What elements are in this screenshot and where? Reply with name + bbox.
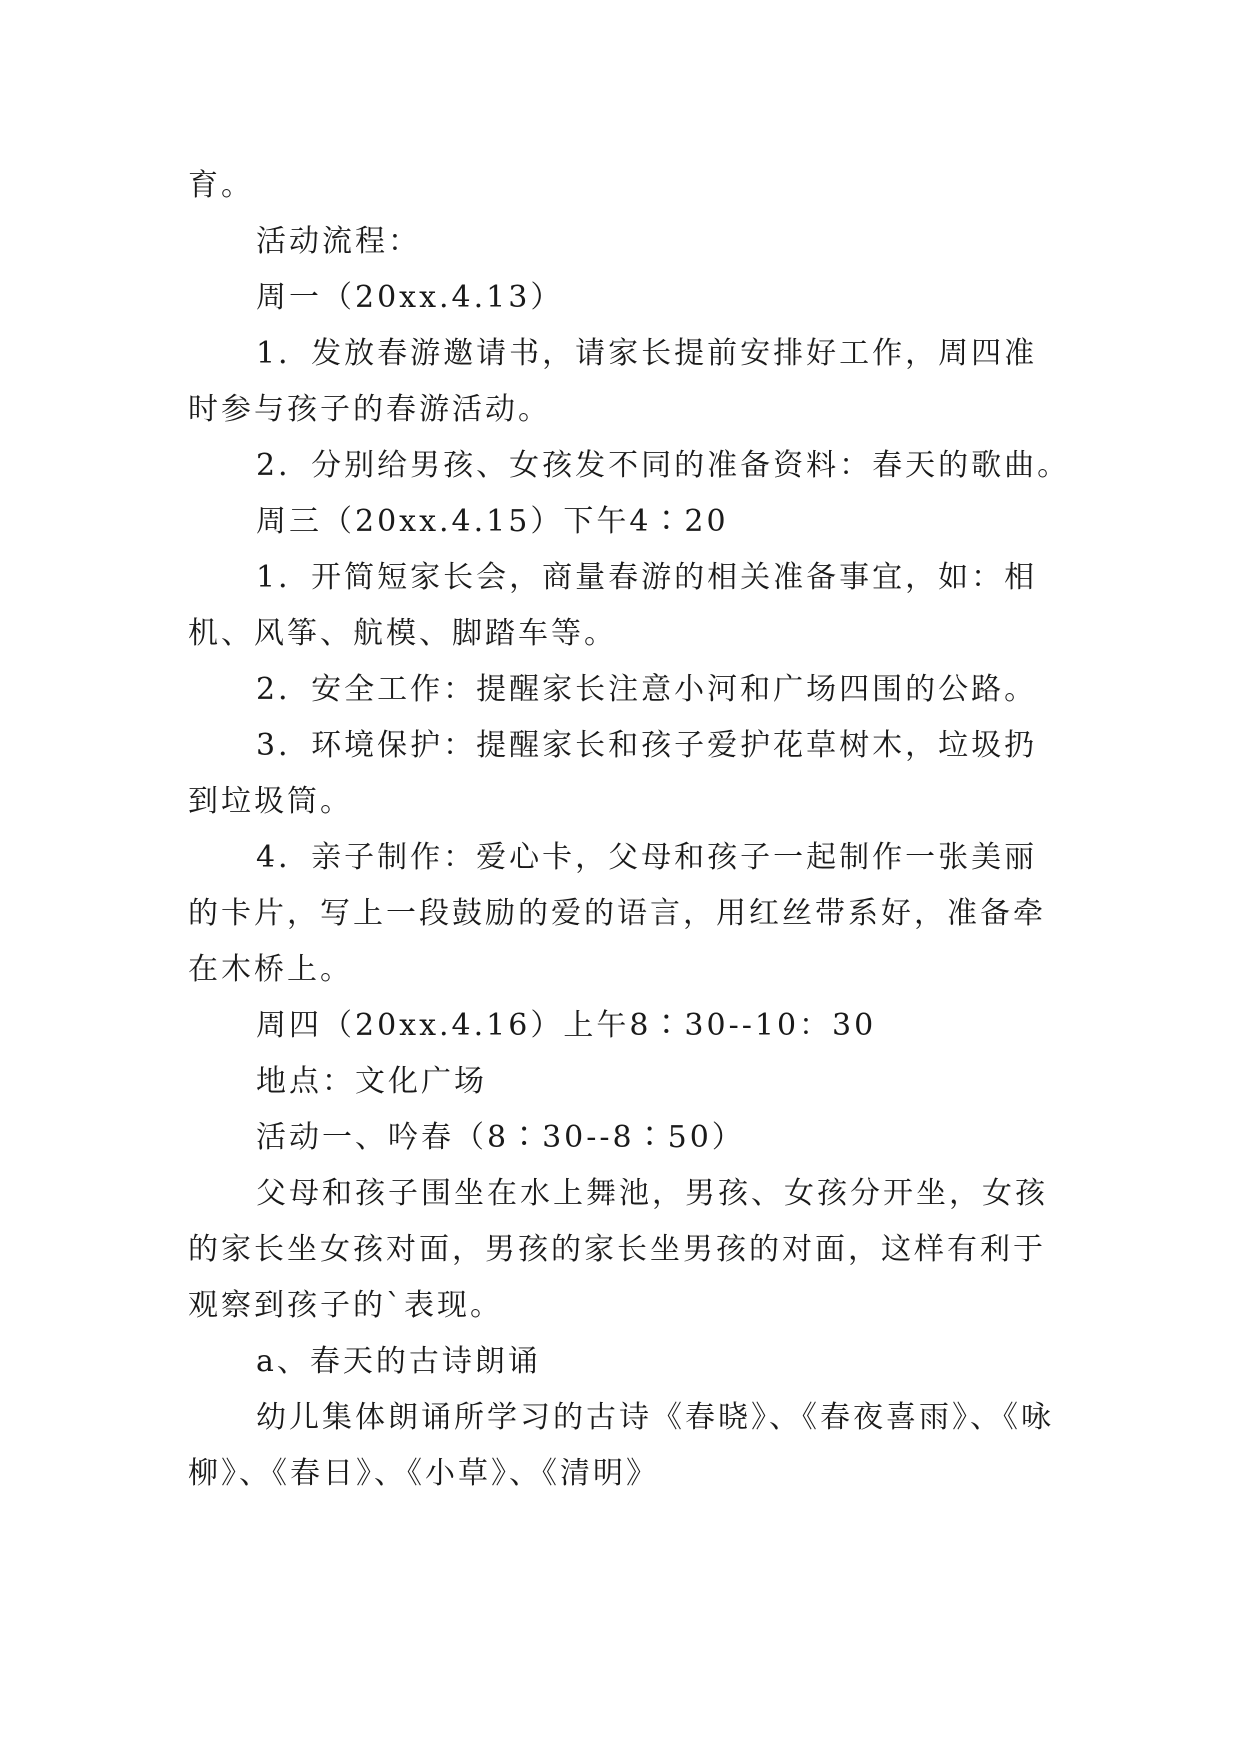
paragraph-line: 2．分别给男孩、女孩发不同的准备资料：春天的歌曲。 (256, 448, 1071, 483)
activity-heading: 活动一、吟春（8∶30--8∶50） (256, 1120, 745, 1155)
schedule-day-heading: 周四（20xx.4.16）上午8∶30--10：30 (256, 1008, 877, 1043)
paragraph-line: 观察到孩子的`表现。 (188, 1288, 503, 1323)
paragraph-line: 到垃圾筒。 (188, 784, 353, 819)
paragraph-line: 的家长坐女孩对面，男孩的家长坐男孩的对面，这样有利于 (188, 1232, 1046, 1267)
paragraph-line: 柳》、《春日》、《小草》、《清明》 (188, 1456, 659, 1491)
paragraph-line: 3．环境保护：提醒家长和孩子爱护花草树木，垃圾扔 (256, 728, 1038, 763)
schedule-day-heading: 周一（20xx.4.13） (256, 280, 564, 315)
paragraph-line: 父母和孩子围坐在水上舞池，男孩、女孩分开坐，女孩 (256, 1176, 1048, 1211)
section-heading: 活动流程： (256, 224, 421, 259)
paragraph-line: 机、风筝、航模、脚踏车等。 (188, 616, 617, 651)
paragraph-line: 1．发放春游邀请书，请家长提前安排好工作，周四准 (256, 336, 1038, 371)
paragraph-line: 幼儿集体朗诵所学习的古诗《春晓》、《春夜喜雨》、《咏 (256, 1400, 1054, 1435)
paragraph-line: 4．亲子制作：爱心卡，父母和孩子一起制作一张美丽 (256, 840, 1038, 875)
paragraph-line: 育。 (188, 168, 254, 203)
location-line: 地点：文化广场 (256, 1064, 487, 1099)
subsection-heading: a、春天的古诗朗诵 (256, 1344, 541, 1379)
paragraph-line: 在木桥上。 (188, 952, 353, 987)
paragraph-line: 时参与孩子的春游活动。 (188, 392, 551, 427)
schedule-day-heading: 周三（20xx.4.15）下午4∶20 (256, 504, 729, 539)
paragraph-line: 的卡片，写上一段鼓励的爱的语言，用红丝带系好，准备牵 (188, 896, 1046, 931)
paragraph-line: 1．开简短家长会，商量春游的相关准备事宜，如：相 (256, 560, 1038, 595)
paragraph-line: 2．安全工作：提醒家长注意小河和广场四围的公路。 (256, 672, 1038, 707)
